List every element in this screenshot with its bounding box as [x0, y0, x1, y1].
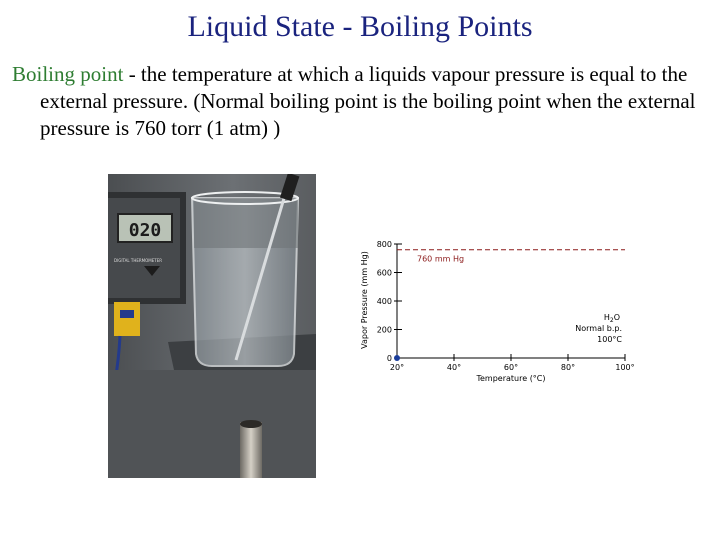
- x-axis: [390, 354, 635, 372]
- data-point: [394, 355, 400, 361]
- x-axis-label: Temperature (°C): [476, 374, 546, 383]
- definition-term: Boiling point: [12, 62, 124, 86]
- x-tick-label: 40°: [446, 363, 462, 372]
- data-points: [394, 355, 400, 361]
- annotation-line2: Normal b.p.: [575, 324, 622, 333]
- x-tick-label: 80°: [560, 363, 576, 372]
- y-tick-label: 0: [386, 354, 392, 363]
- y-axis: [377, 240, 402, 363]
- vapor-pressure-chart: [355, 228, 645, 388]
- probe-connector: [114, 302, 140, 336]
- annotation-line1: $H_2O$: [603, 313, 620, 324]
- definition-text: - the temperature at which a liquids vapour pressure is equal to the external pressure. (Normal boiling point is the boiling point when the external pressure is 760 torr (1 atm) ): [40, 62, 696, 140]
- y-tick-label: 400: [376, 297, 392, 306]
- thermometer-label: DIGITAL THERMOMETER: [114, 258, 162, 263]
- x-tick-label: 60°: [503, 363, 519, 372]
- slide-title: Liquid State - Boiling Points: [187, 10, 533, 43]
- definition-paragraph: [12, 61, 720, 142]
- burner-tube: [240, 422, 262, 478]
- reference-line-label: 760 mm Hg: [417, 254, 465, 264]
- annotation-line3: 100°C: [597, 335, 622, 344]
- y-tick-label: 600: [376, 268, 392, 278]
- y-tick-label: 200: [376, 325, 392, 335]
- lab-setup-illustration: [108, 174, 316, 478]
- boiling-water-photo: [108, 174, 316, 478]
- reference-line-group: [397, 250, 625, 264]
- x-tick-label: 20°: [389, 363, 405, 372]
- thermometer-reading: 020: [128, 220, 162, 241]
- y-tick-label: 800: [376, 240, 392, 249]
- x-tick-label: 100°: [615, 363, 635, 372]
- vapor-pressure-plot: [355, 228, 645, 388]
- y-axis-label: Vapor Pressure (mm Hg): [360, 251, 369, 349]
